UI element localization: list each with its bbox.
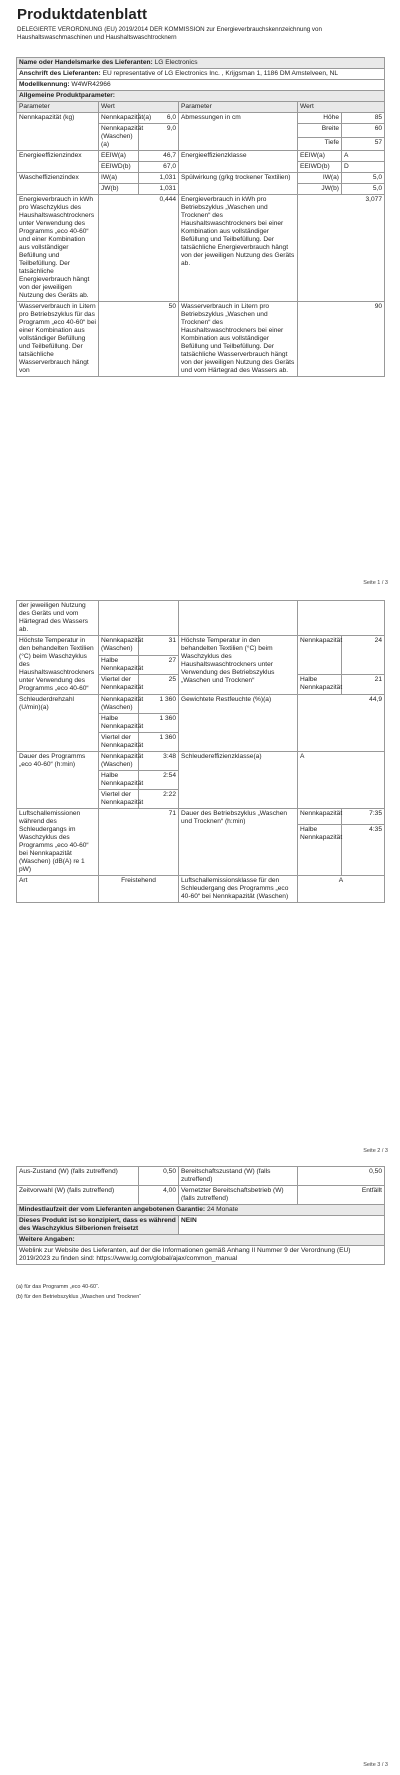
- temp-eco-sub-2: Halbe Nennkapazität: [99, 655, 139, 675]
- spin-sub-1: Nennkapazität (Waschen): [99, 695, 139, 714]
- residual-moisture-value: 44,9: [298, 695, 385, 752]
- depth-value: 57: [342, 137, 385, 151]
- water-wd-value: 90: [298, 302, 385, 377]
- energy-class-label: Energieeffizienzklasse: [179, 151, 298, 173]
- rated-capacity-wash-value: 9,0: [139, 124, 179, 151]
- residual-moisture-label: Gewichtete Restfeuchte (%)(a): [179, 695, 298, 752]
- water-eco-label: Wasserverbrauch in Litern pro Betriebszyklus für das Programm „eco 40-60“ bei einer Kombination aus vollständiger Befüllung und Teilbefüllung. Der tatsächliche Wasserverbrauch hängt von: [17, 302, 99, 377]
- spin-value-2: 1 360: [139, 714, 179, 733]
- duration-eco-label: Dauer des Programms „eco 40-60“ (h:min): [17, 752, 99, 809]
- depth-label: Tiefe: [298, 137, 342, 151]
- temp-eco-sub-3: Viertel der Nennkapazität: [99, 675, 139, 695]
- eec-w-value: A: [342, 151, 385, 162]
- duration-wd-sub-1: Nennkapazität: [298, 809, 342, 825]
- jw-sub: JW(b): [99, 184, 139, 195]
- noise-value: 71: [99, 809, 179, 876]
- page-footer: Seite 3 / 3: [363, 1762, 388, 1768]
- footnote-b: (b) für den Betriebszyklus „Waschen und Trocknen“: [16, 1294, 142, 1300]
- silver-ions-label: Dieses Produkt ist so konzipiert, dass es während des Waschzyklus Silberionen freisetzt: [17, 1216, 179, 1235]
- rated-capacity-value: 6,0: [139, 113, 179, 124]
- type-label: Art: [17, 876, 99, 903]
- duration-value-1: 3:48: [139, 752, 179, 771]
- type-value: Freistehend: [99, 876, 179, 903]
- eei-w-value: 46,7: [139, 151, 179, 162]
- off-mode-value: 0,50: [139, 1167, 179, 1186]
- standby-value: 0,50: [298, 1167, 385, 1186]
- width-value: 60: [342, 124, 385, 138]
- model-row: Modellkennung: W4WR42966: [17, 80, 385, 91]
- height-value: 85: [342, 113, 385, 124]
- jw-value: 1,031: [139, 184, 179, 195]
- delay-start-value: 4,00: [139, 1186, 179, 1205]
- col-value-header: Wert: [298, 102, 385, 113]
- energy-wd-label: Energieverbrauch in kWh pro Betriebszyklus „Waschen und Trocknen“ des Haushaltswaschtrockners bei einer Kombination aus vollständiger Befüllung und Teilbefüllung. Der tatsächliche Energieverbrauch hängt von der jeweiligen Nutzung des Geräts ab.: [179, 195, 298, 302]
- rated-capacity-wash-sub: Nennkapazität (Waschen)(a): [99, 124, 139, 151]
- temp-eco-label: Höchste Temperatur in den behandelten Textilien (°C) beim Waschzyklus des Haushaltswaschtrockners unter Verwendung des Programms „eco 40-60“: [17, 636, 99, 695]
- rated-capacity-label: Nennkapazität (kg): [17, 113, 99, 151]
- eec-wd-value: D: [342, 162, 385, 173]
- temp-wd-sub-2: Halbe Nennkapazität: [298, 675, 342, 695]
- rated-capacity-sub: Nennkapazität(a): [99, 113, 139, 124]
- duration-wd-sub-2: Halbe Nennkapazität: [298, 825, 342, 876]
- temp-eco-value-3: 25: [139, 675, 179, 695]
- noise-label: Luftschallemissionen während des Schleudergangs im Waschzyklus des Programms „eco 40-60“ bei Nennkapazität (Waschen) (dB(A) re 1 pW): [17, 809, 99, 876]
- temp-eco-value-1: 31: [139, 636, 179, 656]
- col-value-header: Wert: [99, 102, 179, 113]
- duration-wd-label: Dauer des Betriebszyklus „Waschen und Trocknen“ (h:min): [179, 809, 298, 876]
- footnote-a: (a) für das Programm „eco 40-60“.: [16, 1284, 100, 1290]
- spin-class-value: A: [298, 752, 385, 809]
- page-footer: Seite 1 / 3: [363, 580, 388, 586]
- spin-speed-label: Schleuderdrehzahl (U/min)(a): [17, 695, 99, 752]
- energy-eco-label: Energieverbrauch in kWh pro Waschzyklus des Haushaltswaschtrockners unter Verwendung des Programms „eco 40-60“ und einer Kombination aus vollständiger Befüllung und Teilbefüllung. Der tatsächliche Energieverbrauch hängt von der jeweiligen Nutzung des Geräts ab.: [17, 195, 99, 302]
- jw2-sub: JW(b): [298, 184, 342, 195]
- duration-sub-3: Viertel der Nennkapazität: [99, 790, 139, 809]
- datasheet-table-page-2: [16, 600, 385, 903]
- standby-label: Bereitschaftszustand (W) (falls zutreffend): [179, 1167, 298, 1186]
- height-label: Höhe: [298, 113, 342, 124]
- temp-wd-value-2: 21: [342, 675, 385, 695]
- iw2-sub: IW(a): [298, 173, 342, 184]
- temp-wd-value-1: 24: [342, 636, 385, 675]
- datasheet-table-page-3: [16, 1166, 385, 1265]
- spin-sub-3: Viertel der Nennkapazität: [99, 733, 139, 752]
- datasheet-table-page-1: [16, 57, 385, 377]
- water-wd-label: Wasserverbrauch in Litern pro Betriebszyklus „Waschen und Trocknen“ des Haushaltswaschtrockners bei einer Kombination aus vollständiger Befüllung und Teilbefüllung. Der tatsächliche Wasserverbrauch hängt von der jeweiligen Nutzung des Geräts und vom Härtegrad des Wassers ab.: [179, 302, 298, 377]
- water-eco-label-cont: der jeweiligen Nutzung des Geräts und vom Härtegrad des Wassers ab.: [17, 601, 99, 636]
- supplier-address-row: Anschrift des Lieferanten: EU representative of LG Electronics Inc. , Krijgsman 1, 1186 DM Amstelveen, NL: [17, 69, 385, 80]
- spin-sub-2: Halbe Nennkapazität: [99, 714, 139, 733]
- wash-efficiency-label: Wascheffizienzindex: [17, 173, 99, 195]
- iw2-value: 5,0: [342, 173, 385, 184]
- more-info-heading: Weitere Angaben:: [17, 1235, 385, 1246]
- duration-value-3: 2:22: [139, 790, 179, 809]
- eei-w-sub: EEIW(a): [99, 151, 139, 162]
- jw2-value: 5,0: [342, 184, 385, 195]
- energy-wd-value: 3,077: [298, 195, 385, 302]
- page-1: [0, 0, 400, 44]
- networked-standby-label: Vernetzter Bereitschaftsbetrieb (W) (falls zutreffend): [179, 1186, 298, 1205]
- page-footer: Seite 2 / 3: [363, 1148, 388, 1154]
- warranty-row: Mindestlaufzeit der vom Lieferanten angebotenen Garantie: 24 Monate: [17, 1205, 385, 1216]
- eec-w-sub: EEIW(a): [298, 151, 342, 162]
- temp-eco-sub-1: Nennkapazität (Waschen): [99, 636, 139, 656]
- dimensions-label: Abmessungen in cm: [179, 113, 298, 151]
- supplier-name-row: Name oder Handelsmarke des Lieferanten: LG Electronics: [17, 58, 385, 69]
- temp-wd-sub-1: Nennkapazität: [298, 636, 342, 675]
- energy-eco-value: 0,444: [99, 195, 179, 302]
- spin-class-label: Schleudereffizienzklasse(a): [179, 752, 298, 809]
- duration-wd-value-1: 7:35: [342, 809, 385, 825]
- eec-wd-sub: EEIWD(b): [298, 162, 342, 173]
- off-mode-label: Aus-Zustand (W) (falls zutreffend): [17, 1167, 139, 1186]
- delay-start-label: Zeitvorwahl (W) (falls zutreffend): [17, 1186, 139, 1205]
- temp-wd-label: Höchste Temperatur in den behandelten Textilien (°C) beim Waschzyklus des Haushaltswaschtrockners unter Verwendung des Betriebszyklus „Waschen und Trocknen“: [179, 636, 298, 695]
- spin-value-3: 1 360: [139, 733, 179, 752]
- networked-standby-value: Entfällt: [298, 1186, 385, 1205]
- eei-wd-value: 67,0: [139, 162, 179, 173]
- duration-value-2: 2:54: [139, 771, 179, 790]
- col-param-header: Parameter: [17, 102, 99, 113]
- water-eco-value: 50: [99, 302, 179, 377]
- noise-class-label: Luftschallemissionsklasse für den Schleudergang des Programms „eco 40-60“ bei Nennkapazität (Waschen): [179, 876, 298, 903]
- regulation-text: DELEGIERTE VERORDNUNG (EU) 2019/2014 DER KOMMISSION zur Energieverbrauchskennzeichnung von Haushaltswaschmaschinen und Haushaltswaschtrocknern: [17, 26, 322, 41]
- duration-sub-1: Nennkapazität (Waschen): [99, 752, 139, 771]
- spin-value-1: 1 360: [139, 695, 179, 714]
- iw-sub: IW(a): [99, 173, 139, 184]
- rinse-label: Spülwirkung (g/kg trockener Textilien): [179, 173, 298, 195]
- page-title: Produktdatenblatt: [17, 6, 148, 23]
- eei-label: Energieeffizienzindex: [17, 151, 99, 173]
- general-params-heading: Allgemeine Produktparameter:: [17, 91, 385, 102]
- noise-class-value: A: [298, 876, 385, 903]
- width-label: Breite: [298, 124, 342, 138]
- col-param-header: Parameter: [179, 102, 298, 113]
- duration-sub-2: Halbe Nennkapazität: [99, 771, 139, 790]
- iw-value: 1,031: [139, 173, 179, 184]
- weblink-text: Weblink zur Website des Lieferanten, auf der die Informationen gemäß Anhang II Nummer 9 der Verordnung (EU) 2019/2023 zu finden sind: https://www.lg.com/global/ajax/common_manual: [17, 1246, 385, 1265]
- temp-eco-value-2: 27: [139, 655, 179, 675]
- silver-ions-value: NEIN: [179, 1216, 385, 1235]
- duration-wd-value-2: 4:35: [342, 825, 385, 876]
- eei-wd-sub: EEIWD(b): [99, 162, 139, 173]
